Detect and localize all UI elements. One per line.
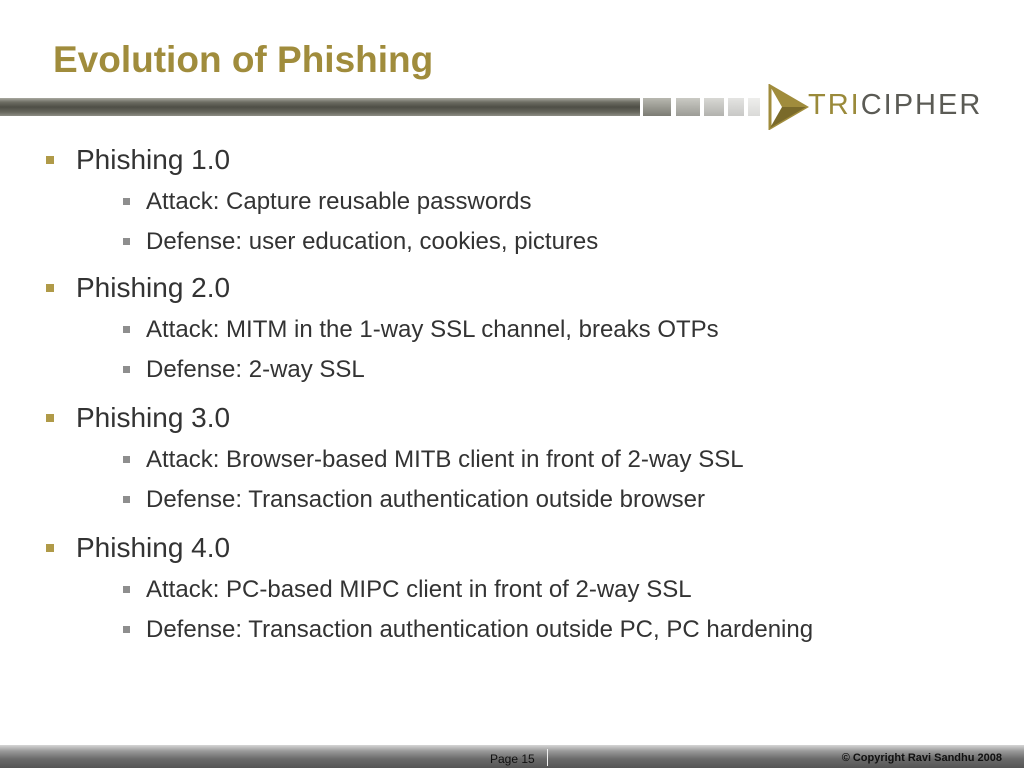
square-bullet-icon <box>123 366 130 373</box>
sub-bullet-text: Defense: user education, cookies, pictures <box>146 228 599 255</box>
square-bullet-icon <box>46 414 54 422</box>
bullet-item-level1 <box>0 398 1024 442</box>
bullet-item-level2 <box>0 572 1024 612</box>
bullet-text: Phishing 2.0 <box>76 272 231 303</box>
square-bullet-icon <box>123 586 130 593</box>
bullet-text: Phishing 3.0 <box>76 402 231 433</box>
sub-bullet-text: Attack: PC-based MIPC client in front of 2-way SSL <box>146 576 692 603</box>
sub-bullet-text: Defense: Transaction authentication outside PC, PC hardening <box>146 616 814 643</box>
bullet-item-level2 <box>0 442 1024 482</box>
sub-bullet-text: Attack: Browser-based MITB client in front of 2-way SSL <box>146 446 744 473</box>
sub-bullet-text: Defense: Transaction authentication outside browser <box>146 486 705 513</box>
square-bullet-icon <box>123 198 130 205</box>
square-bullet-icon <box>46 544 54 552</box>
sub-bullet-text: Defense: 2-way SSL <box>146 356 365 383</box>
logo-text-cipher: CIPHER <box>860 89 983 121</box>
square-bullet-icon <box>123 238 130 245</box>
square-bullet-icon <box>123 456 130 463</box>
logo-text-tri: TRI <box>808 89 861 121</box>
footer-divider <box>547 749 548 766</box>
square-bullet-icon <box>46 156 54 164</box>
bullet-item-level1 <box>0 140 1024 184</box>
bullet-list <box>0 140 1024 652</box>
sub-bullet-text: Attack: Capture reusable passwords <box>146 188 532 215</box>
rule-block-1 <box>643 98 671 116</box>
tricipher-logo-text <box>808 90 982 120</box>
square-bullet-icon <box>46 284 54 292</box>
bullet-item-level2 <box>0 312 1024 352</box>
slide-title: Evolution of Phishing <box>53 39 434 80</box>
square-bullet-icon <box>123 626 130 633</box>
bullet-text: Phishing 4.0 <box>76 532 231 563</box>
bullet-item-level2 <box>0 612 1024 652</box>
rule-block-2 <box>676 98 700 116</box>
copyright-notice: © Copyright Ravi Sandhu 2008 <box>841 752 1002 764</box>
bullet-text: Phishing 1.0 <box>76 144 231 175</box>
sub-bullet-text: Attack: MITM in the 1-way SSL channel, breaks OTPs <box>146 316 719 343</box>
rule-block-3 <box>704 98 724 116</box>
rule-block-4 <box>728 98 744 116</box>
square-bullet-icon <box>123 326 130 333</box>
page-number: Page 15 <box>490 752 535 766</box>
bullet-item-level2 <box>0 224 1024 264</box>
square-bullet-icon <box>123 496 130 503</box>
bullet-item-level2 <box>0 482 1024 522</box>
bullet-item-level1 <box>0 528 1024 572</box>
bullet-item-level2 <box>0 352 1024 392</box>
title-rule-bar <box>0 98 640 116</box>
bullet-item-level1 <box>0 268 1024 312</box>
bullet-item-level2 <box>0 184 1024 224</box>
rule-block-5 <box>748 98 760 116</box>
